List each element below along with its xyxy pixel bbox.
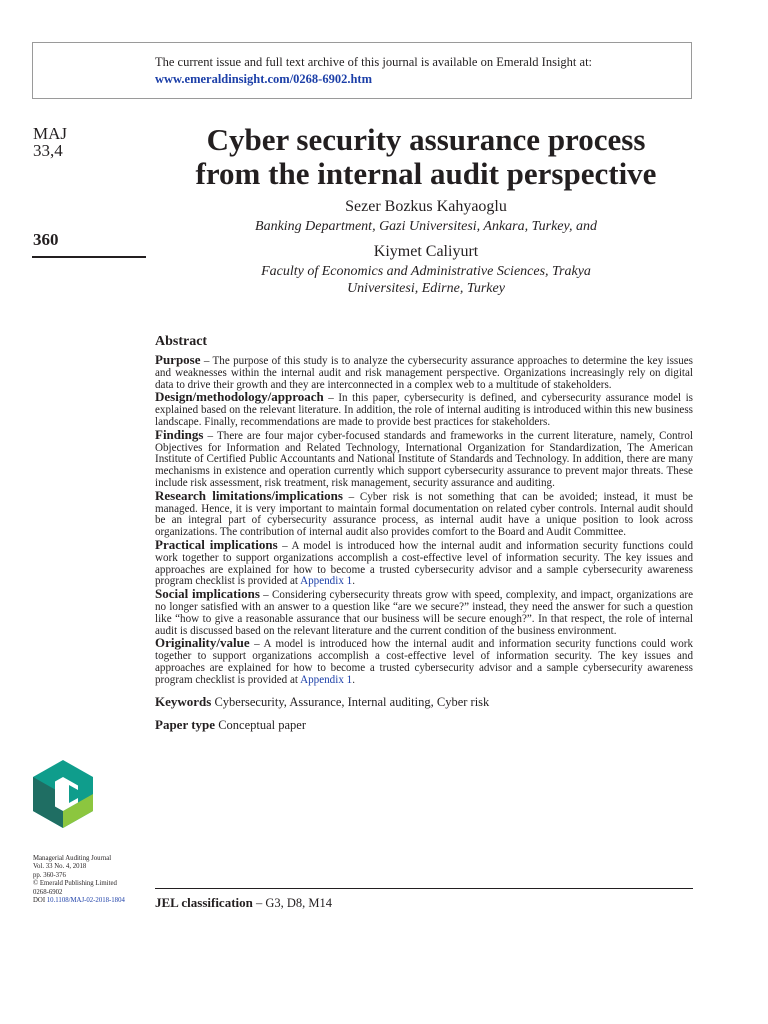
section-text-end: . [352, 575, 355, 588]
section-label: Practical implications [155, 536, 278, 552]
jel-label: JEL classification [155, 895, 253, 910]
section-label: Purpose [155, 352, 201, 367]
doi-link[interactable]: 10.1108/MAJ-02-2018-1804 [46, 897, 125, 905]
jel-codes: – G3, D8, M14 [252, 896, 333, 910]
section-label: Design/methodology/approach [155, 389, 324, 405]
doi-line [33, 897, 125, 905]
page-number: 360 [33, 230, 59, 249]
appendix-link[interactable]: Appendix 1 [300, 575, 353, 588]
journal-name: Managerial Auditing Journal [33, 855, 112, 862]
abstract-research-limitations [155, 487, 693, 539]
section-text-end: . [352, 673, 355, 686]
abstract-purpose [155, 354, 693, 391]
keywords [155, 695, 693, 709]
abstract [155, 334, 693, 732]
volume-info: Vol. 33 No. 4, 2018 [33, 863, 87, 871]
abstract-social-implications [155, 588, 693, 637]
section-text: – A model is introduced how the internal audit and information security functions could work together to support organizations accomplish a cost-effective level of information security. The key issues and approaches are explained for how to become a trusted cybersecurity advisor and a sample cybersecurity awareness program checklist is provided at [155, 539, 693, 588]
section-text: – Considering cybersecurity threats grow with speed, complexity, and impact, organizations are no longer satisfied with an answer to a question like “are we secure?” instead, they need the answer for such a question like “how to give a reasonable assurance that our business will be secure enough?”. In that respect, the role of internal audit is discussed based on the relevant literature and the current condition of the business environment. [155, 589, 693, 637]
title-line-1: Cyber security assurance process [206, 122, 646, 157]
copyright: © Emerald Publishing Limited [33, 880, 117, 888]
jel-classification [155, 895, 332, 911]
paper-type-label: Paper type [155, 716, 216, 732]
author-affiliation-1 [148, 218, 704, 235]
abstract-heading: Abstract [155, 334, 208, 349]
availability-notice [155, 54, 592, 88]
abstract-design [155, 391, 693, 428]
author-affiliation-2 [148, 263, 704, 297]
paper-type [155, 718, 693, 732]
title-line-2: from the internal audit perspective [195, 156, 657, 191]
paper-type-text: Conceptual paper [215, 717, 306, 732]
section-label: Research limitations/implications [155, 487, 343, 503]
affiliation-line: Faculty of Economics and Administrative Sciences, Trakya [261, 264, 591, 279]
affiliation-line: Banking Department, Gazi Universitesi, Ankara, Turkey, and [255, 219, 597, 234]
availability-notice-box [32, 42, 692, 99]
volume-issue: 33,4 [33, 141, 63, 160]
author-name-1: Sezer Bozkus Kahyaoglu [345, 198, 507, 215]
availability-notice-text: The current issue and full text archive of this journal is available on Emerald Insight at: [155, 55, 593, 69]
author-name-2: Kiymet Caliyurt [373, 243, 479, 260]
section-label: Originality/value [155, 635, 250, 651]
section-text: – There are four major cyber-focused standards and frameworks in the current literature, namely, Control Objectives for Information and Related Technology, International Organization for Standardization, The American Institute of Certified Public Accountants and National Institute of Standards and Technology. In addition, there are many mechanisms in existence and operation currently which support cybersecurity assurance to prevent major threats. These include risk assessment, risk treatment, risk management, security assurance and auditing. [155, 429, 693, 489]
abstract-practical-implications [155, 536, 693, 588]
appendix-link[interactable]: Appendix 1 [300, 673, 353, 686]
section-text: – A model is introduced how the internal audit and information security functions could work together to support organizations accomplish a cost-effective level of information security. The key issues and approaches are explained for how to become a trusted cybersecurity advisor and a sample cybersecurity awareness program checklist is provided at [155, 638, 693, 686]
issn: 0268-6902 [33, 888, 63, 896]
publication-metadata [33, 855, 125, 905]
doi-label: DOI [33, 897, 47, 905]
abstract-originality [155, 637, 693, 686]
keywords-label: Keywords [155, 693, 212, 709]
abstract-findings [155, 426, 693, 490]
page-range: pp. 360-376 [33, 871, 66, 879]
section-label: Social implications [155, 586, 260, 602]
section-label: Findings [155, 426, 204, 442]
section-text: – The purpose of this study is to analyze the cybersecurity assurance approaches to determine the key issues and weaknesses within the internal audit and risk management perspective. Organizations increasingly rely on digital data to drive their growth and they are interconnected in a complex web to a multitude of stakeholders. [155, 355, 693, 391]
journal-code [33, 125, 67, 159]
section-text: – In this paper, cybersecurity is defined, and cybersecurity assurance model is explained based on the relevant literature. In addition, the role of internal auditing is introduced within this new business landscape. Finally, recommendations are made to provide best practices for stakeholders. [155, 392, 693, 428]
jel-rule [155, 888, 693, 889]
keywords-text: Cybersecurity, Assurance, Internal auditing, Cyber risk [211, 694, 490, 709]
affiliation-line: Universitesi, Edirne, Turkey [347, 281, 505, 296]
article-title [148, 123, 704, 191]
journal-abbreviation: MAJ [33, 124, 68, 143]
margin-rule [32, 256, 146, 258]
emerald-logo-icon [33, 760, 93, 828]
journal-url-link[interactable]: www.emeraldinsight.com/0268-6902.htm [155, 72, 372, 86]
section-text: – Cyber risk is not something that can be avoided; instead, it must be managed. Hence, it is very important to maintain formal documentation on related cyber controls. Internal audit should be an integral part of cybersecurity assurance process, as internal audit have a unique position to look across organizations. The contribution of internal audit also provides comfort to the Board and Audit Committee. [155, 490, 693, 539]
